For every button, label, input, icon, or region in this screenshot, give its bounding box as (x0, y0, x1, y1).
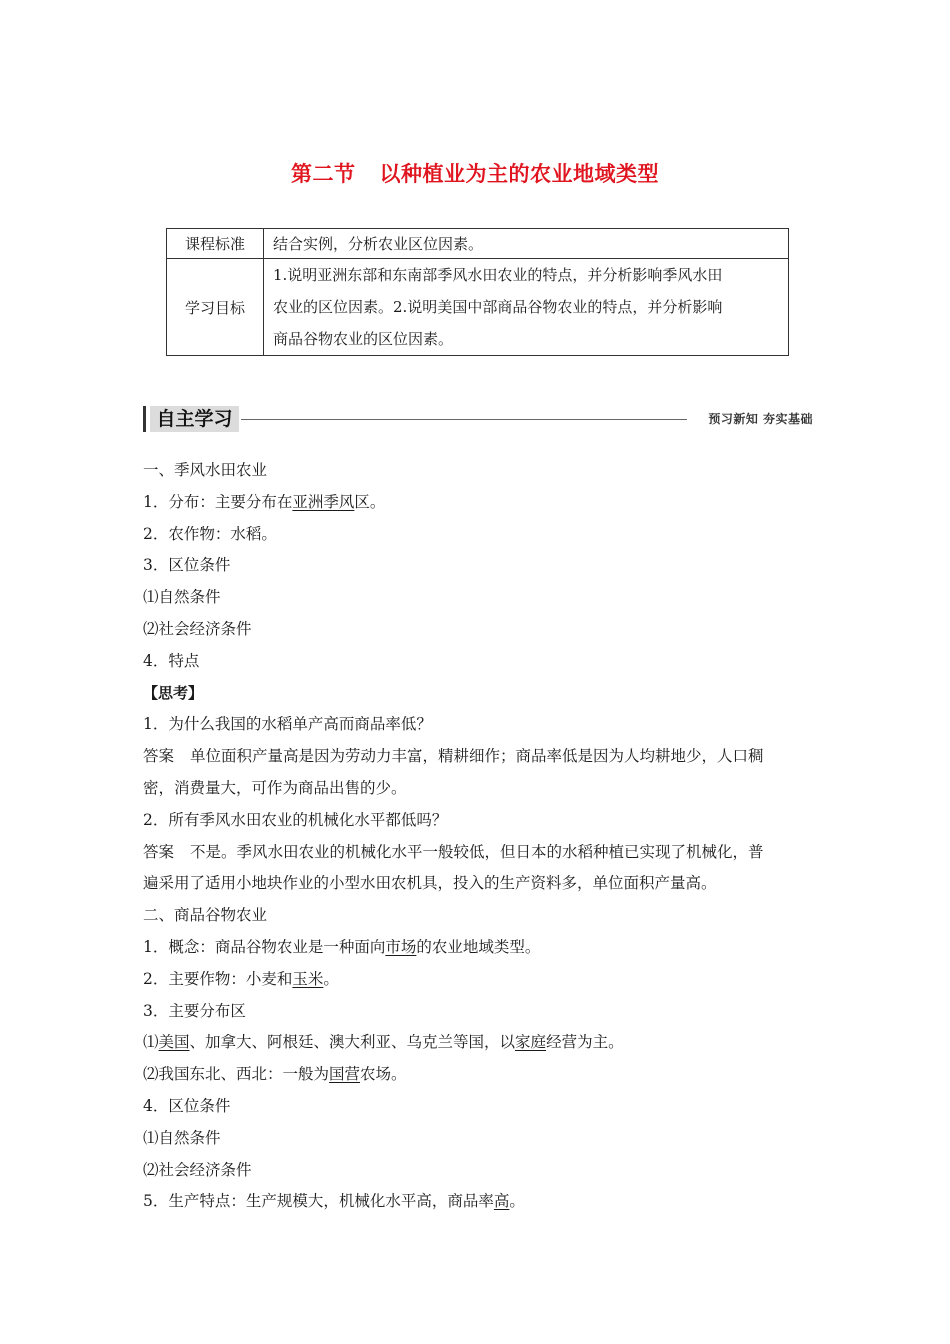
answer-blank: 玉米 (292, 969, 324, 988)
answer (143, 837, 815, 869)
paragraph: 4．特点 (143, 651, 200, 670)
paragraph (143, 964, 815, 996)
paragraph (143, 932, 815, 964)
think-label: 【思考】 (143, 683, 204, 702)
text: ⑵我国东北、西北：一般为 (143, 1065, 330, 1084)
section-label: 自主学习 (150, 406, 239, 432)
answer-blank: 美国 (158, 1033, 190, 1052)
paragraph: ⑴自然条件 (143, 588, 221, 607)
paragraph (143, 487, 815, 519)
text: 不是。季风水田农业的机械化水平一般较低，但日本的水稻种植已实现了机械化，普 (190, 842, 764, 861)
text: 的农业地域类型。 (416, 937, 541, 956)
answer-blank: 高 (493, 1192, 510, 1211)
row-key: 学习目标 (167, 259, 264, 356)
title-section-name: 以种植业为主的农业地域类型 (379, 162, 659, 186)
heading: 一、季风水田农业 (143, 461, 268, 479)
answer-blank: 家庭 (515, 1033, 547, 1052)
paragraph (143, 1059, 815, 1091)
paragraph: ⑵社会经济条件 (143, 1160, 252, 1179)
text: 5．生产特点：生产规模大，机械化水平高，商品率 (143, 1192, 494, 1211)
text: 1．分布：主要分布在 (143, 492, 293, 511)
paragraph: 3．区位条件 (143, 556, 231, 575)
text: 、加拿大、阿根廷、澳大利亚、乌克兰等国，以 (189, 1033, 516, 1052)
table-row (167, 259, 789, 356)
heading: 二、商品谷物农业 (143, 906, 268, 925)
standards-table (166, 228, 789, 356)
text: 单位面积产量高是因为劳动力丰富，精耕细作；商品率低是因为人均耕地少，人口稠 (190, 747, 764, 766)
answer-blank: 市场 (385, 937, 417, 956)
text: 。 (323, 969, 339, 988)
value-line: 农业的区位因素。2.说明美国中部商品谷物农业的特点，并分析影响 (273, 298, 723, 316)
answer-cont: 密，消费量大，可作为商品出售的少。 (143, 778, 407, 797)
table-row (167, 229, 789, 259)
paragraph: 2．农作物：水稻。 (143, 524, 277, 543)
text: 经营为主。 (546, 1033, 624, 1052)
value-line: 商品谷物农业的区位因素。 (273, 330, 454, 348)
answer (143, 741, 815, 773)
header-divider (241, 419, 687, 420)
page-title (0, 158, 950, 188)
text: ⑴ (143, 1033, 159, 1052)
row-value: 结合实例，分析农业区位因素。 (264, 229, 789, 259)
text: 区。 (354, 492, 386, 511)
header-bar (143, 406, 146, 432)
text: 。 (509, 1192, 525, 1211)
row-key: 课程标准 (167, 229, 264, 259)
paragraph (143, 1027, 815, 1059)
text: 2．主要作物：小麦和 (143, 969, 293, 988)
section-header (143, 406, 813, 432)
answer-label: 答案 (143, 842, 175, 861)
text: 农场。 (360, 1065, 407, 1084)
value-line: 1.说明亚洲东部和东南部季风水田农业的特点，并分析影响季风水田 (273, 266, 723, 284)
question: 2．所有季风水田农业的机械化水平都低吗？ (143, 810, 448, 829)
paragraph: 3．主要分布区 (143, 1001, 246, 1020)
section-subtitle: 预习新知 夯实基础 (708, 412, 813, 426)
paragraph (143, 1186, 815, 1218)
row-value (264, 259, 789, 356)
question: 1．为什么我国的水稻单产高而商品率低？ (143, 715, 432, 734)
text: 1．概念：商品谷物农业是一种面向 (143, 937, 386, 956)
content (143, 455, 815, 1218)
paragraph: ⑴自然条件 (143, 1128, 221, 1147)
answer-blank: 国营 (329, 1065, 361, 1084)
paragraph: 4．区位条件 (143, 1096, 231, 1115)
answer-label: 答案 (143, 747, 175, 766)
paragraph: ⑵社会经济条件 (143, 619, 252, 638)
answer-blank: 亚洲季风 (292, 492, 355, 511)
answer-cont: 遍采用了适用小地块作业的小型水田农机具，投入的生产资料多，单位面积产量高。 (143, 874, 717, 893)
title-section-number: 第二节 (291, 162, 356, 186)
